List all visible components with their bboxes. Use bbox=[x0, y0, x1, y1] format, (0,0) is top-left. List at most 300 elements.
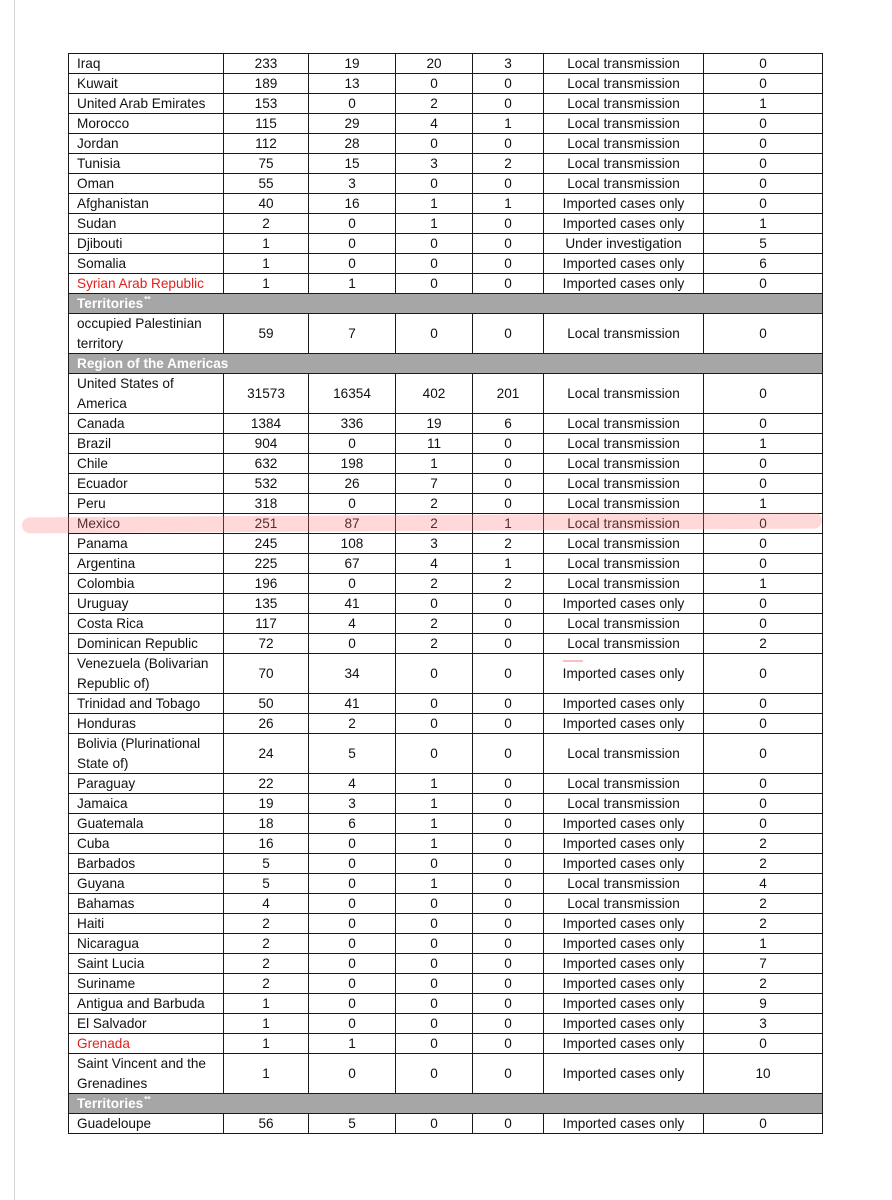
new-deaths-cell: 0 bbox=[473, 454, 544, 474]
deaths-cell: 0 bbox=[396, 714, 473, 734]
days-cell: 1 bbox=[704, 94, 823, 114]
classification-cell: Imported cases only bbox=[544, 974, 704, 994]
total-cell: 196 bbox=[224, 574, 309, 594]
country-cell: Antigua and Barbuda bbox=[69, 994, 224, 1014]
new-cases-cell: 1 bbox=[309, 1034, 396, 1054]
new-deaths-cell: 0 bbox=[473, 434, 544, 454]
new-deaths-cell: 0 bbox=[473, 214, 544, 234]
new-cases-cell: 67 bbox=[309, 554, 396, 574]
days-cell: 2 bbox=[704, 634, 823, 654]
days-cell: 1 bbox=[704, 574, 823, 594]
total-cell: 2 bbox=[224, 954, 309, 974]
new-cases-cell: 26 bbox=[309, 474, 396, 494]
deaths-cell: 1 bbox=[396, 214, 473, 234]
classification-cell: Imported cases only bbox=[544, 1054, 704, 1094]
table-row bbox=[69, 914, 823, 934]
country-cell: Somalia bbox=[69, 254, 224, 274]
country-cell: Brazil bbox=[69, 434, 224, 454]
country-cell: Afghanistan bbox=[69, 194, 224, 214]
deaths-cell: 2 bbox=[396, 494, 473, 514]
deaths-cell: 1 bbox=[396, 454, 473, 474]
total-cell: 1 bbox=[224, 254, 309, 274]
table-row bbox=[69, 974, 823, 994]
new-cases-cell: 4 bbox=[309, 614, 396, 634]
table-body bbox=[69, 54, 823, 1134]
total-cell: 135 bbox=[224, 594, 309, 614]
country-cell: United Arab Emirates bbox=[69, 94, 224, 114]
classification-cell: Imported cases only bbox=[544, 914, 704, 934]
total-cell: 75 bbox=[224, 154, 309, 174]
table-row bbox=[69, 634, 823, 654]
table-row bbox=[69, 694, 823, 714]
new-cases-cell: 0 bbox=[309, 834, 396, 854]
classification-cell: Imported cases only bbox=[544, 254, 704, 274]
new-deaths-cell: 0 bbox=[473, 174, 544, 194]
section-header bbox=[69, 294, 823, 314]
table-row bbox=[69, 214, 823, 234]
table-row bbox=[69, 374, 823, 414]
classification-cell: Imported cases only bbox=[544, 274, 704, 294]
days-cell: 0 bbox=[704, 114, 823, 134]
country-cell: Paraguay bbox=[69, 774, 224, 794]
table-row bbox=[69, 194, 823, 214]
section-header-row bbox=[69, 294, 823, 314]
classification-cell: Local transmission bbox=[544, 114, 704, 134]
classification-cell: Local transmission bbox=[544, 614, 704, 634]
total-cell: 31573 bbox=[224, 374, 309, 414]
country-cell: Guadeloupe bbox=[69, 1114, 224, 1134]
total-cell: 1 bbox=[224, 1054, 309, 1094]
country-cell: Suriname bbox=[69, 974, 224, 994]
days-cell: 0 bbox=[704, 154, 823, 174]
total-cell: 16 bbox=[224, 834, 309, 854]
deaths-cell: 0 bbox=[396, 1114, 473, 1134]
new-deaths-cell: 2 bbox=[473, 534, 544, 554]
new-deaths-cell: 0 bbox=[473, 74, 544, 94]
country-cell: Bahamas bbox=[69, 894, 224, 914]
classification-cell: Local transmission bbox=[544, 534, 704, 554]
deaths-cell: 2 bbox=[396, 614, 473, 634]
deaths-cell: 2 bbox=[396, 94, 473, 114]
deaths-cell: 0 bbox=[396, 734, 473, 774]
new-cases-cell: 19 bbox=[309, 54, 396, 74]
deaths-cell: 0 bbox=[396, 654, 473, 694]
new-deaths-cell: 0 bbox=[473, 974, 544, 994]
country-cell: Oman bbox=[69, 174, 224, 194]
deaths-cell: 4 bbox=[396, 114, 473, 134]
deaths-cell: 1 bbox=[396, 194, 473, 214]
days-cell: 0 bbox=[704, 134, 823, 154]
table-row bbox=[69, 834, 823, 854]
table-row bbox=[69, 734, 823, 774]
new-deaths-cell: 0 bbox=[473, 694, 544, 714]
country-cell: Panama bbox=[69, 534, 224, 554]
days-cell: 5 bbox=[704, 234, 823, 254]
table-row bbox=[69, 174, 823, 194]
new-deaths-cell: 0 bbox=[473, 774, 544, 794]
new-deaths-cell: 2 bbox=[473, 574, 544, 594]
new-cases-cell: 41 bbox=[309, 694, 396, 714]
classification-cell: Local transmission bbox=[544, 494, 704, 514]
classification-cell: Imported cases only bbox=[544, 214, 704, 234]
deaths-cell: 2 bbox=[396, 574, 473, 594]
total-cell: 2 bbox=[224, 934, 309, 954]
total-cell: 245 bbox=[224, 534, 309, 554]
deaths-cell: 0 bbox=[396, 274, 473, 294]
new-cases-cell: 13 bbox=[309, 74, 396, 94]
table-row bbox=[69, 534, 823, 554]
deaths-cell: 0 bbox=[396, 594, 473, 614]
document-page bbox=[68, 53, 822, 1134]
country-cell: Jamaica bbox=[69, 794, 224, 814]
total-cell: 904 bbox=[224, 434, 309, 454]
country-cell: Morocco bbox=[69, 114, 224, 134]
days-cell: 2 bbox=[704, 974, 823, 994]
new-deaths-cell: 0 bbox=[473, 474, 544, 494]
classification-cell: Imported cases only bbox=[544, 714, 704, 734]
new-cases-cell: 16 bbox=[309, 194, 396, 214]
deaths-cell: 1 bbox=[396, 774, 473, 794]
total-cell: 24 bbox=[224, 734, 309, 774]
days-cell: 4 bbox=[704, 874, 823, 894]
classification-cell: Local transmission bbox=[544, 554, 704, 574]
total-cell: 153 bbox=[224, 94, 309, 114]
table-row bbox=[69, 1054, 823, 1094]
deaths-cell: 0 bbox=[396, 694, 473, 714]
deaths-cell: 1 bbox=[396, 834, 473, 854]
country-cell: Venezuela (Bolivarian Republic of) bbox=[69, 654, 224, 694]
deaths-cell: 0 bbox=[396, 74, 473, 94]
days-cell: 0 bbox=[704, 374, 823, 414]
new-deaths-cell: 0 bbox=[473, 714, 544, 734]
new-cases-cell: 34 bbox=[309, 654, 396, 694]
classification-cell: Local transmission bbox=[544, 314, 704, 354]
classification-cell: Local transmission bbox=[544, 734, 704, 774]
new-deaths-cell: 0 bbox=[473, 134, 544, 154]
deaths-cell: 0 bbox=[396, 994, 473, 1014]
table-row bbox=[69, 954, 823, 974]
new-deaths-cell: 1 bbox=[473, 194, 544, 214]
new-cases-cell: 0 bbox=[309, 934, 396, 954]
table-row bbox=[69, 1114, 823, 1134]
new-cases-cell: 3 bbox=[309, 794, 396, 814]
total-cell: 532 bbox=[224, 474, 309, 494]
deaths-cell: 0 bbox=[396, 1014, 473, 1034]
deaths-cell: 4 bbox=[396, 554, 473, 574]
total-cell: 22 bbox=[224, 774, 309, 794]
table-row bbox=[69, 854, 823, 874]
new-cases-cell: 0 bbox=[309, 574, 396, 594]
country-cell: Saint Vincent and the Grenadines bbox=[69, 1054, 224, 1094]
total-cell: 189 bbox=[224, 74, 309, 94]
table-row bbox=[69, 414, 823, 434]
days-cell: 0 bbox=[704, 414, 823, 434]
deaths-cell: 3 bbox=[396, 534, 473, 554]
new-cases-cell: 0 bbox=[309, 1014, 396, 1034]
country-cell: Guatemala bbox=[69, 814, 224, 834]
total-cell: 5 bbox=[224, 874, 309, 894]
section-label: Region of the Americas bbox=[77, 356, 229, 371]
classification-cell: Imported cases only bbox=[544, 834, 704, 854]
new-cases-cell: 29 bbox=[309, 114, 396, 134]
section-label: Territories bbox=[77, 296, 144, 311]
new-deaths-cell: 0 bbox=[473, 1054, 544, 1094]
days-cell: 6 bbox=[704, 254, 823, 274]
country-cell: Haiti bbox=[69, 914, 224, 934]
new-deaths-cell: 0 bbox=[473, 1034, 544, 1054]
table-row bbox=[69, 234, 823, 254]
new-cases-cell: 0 bbox=[309, 894, 396, 914]
new-deaths-cell: 0 bbox=[473, 954, 544, 974]
table-row bbox=[69, 434, 823, 454]
days-cell: 7 bbox=[704, 954, 823, 974]
total-cell: 225 bbox=[224, 554, 309, 574]
country-cell: Guyana bbox=[69, 874, 224, 894]
new-deaths-cell: 0 bbox=[473, 254, 544, 274]
new-deaths-cell: 0 bbox=[473, 894, 544, 914]
new-deaths-cell: 0 bbox=[473, 734, 544, 774]
new-deaths-cell: 0 bbox=[473, 1114, 544, 1134]
new-cases-cell: 0 bbox=[309, 634, 396, 654]
new-cases-cell: 0 bbox=[309, 1054, 396, 1094]
country-cell: Trinidad and Tobago bbox=[69, 694, 224, 714]
new-deaths-cell: 0 bbox=[473, 494, 544, 514]
new-deaths-cell: 0 bbox=[473, 274, 544, 294]
country-cell: Canada bbox=[69, 414, 224, 434]
total-cell: 2 bbox=[224, 214, 309, 234]
classification-cell: Local transmission bbox=[544, 514, 704, 534]
table-row bbox=[69, 494, 823, 514]
deaths-cell: 0 bbox=[396, 134, 473, 154]
new-cases-cell: 198 bbox=[309, 454, 396, 474]
deaths-cell: 0 bbox=[396, 854, 473, 874]
days-cell: 2 bbox=[704, 854, 823, 874]
country-cell: Iraq bbox=[69, 54, 224, 74]
days-cell: 0 bbox=[704, 1034, 823, 1054]
country-cell: Saint Lucia bbox=[69, 954, 224, 974]
total-cell: 233 bbox=[224, 54, 309, 74]
deaths-cell: 0 bbox=[396, 954, 473, 974]
new-deaths-cell: 201 bbox=[473, 374, 544, 414]
new-cases-cell: 0 bbox=[309, 994, 396, 1014]
classification-cell: Local transmission bbox=[544, 94, 704, 114]
total-cell: 19 bbox=[224, 794, 309, 814]
new-cases-cell: 28 bbox=[309, 134, 396, 154]
table-row bbox=[69, 314, 823, 354]
country-cell: Tunisia bbox=[69, 154, 224, 174]
classification-cell: Local transmission bbox=[544, 474, 704, 494]
days-cell: 0 bbox=[704, 474, 823, 494]
days-cell: 0 bbox=[704, 734, 823, 774]
deaths-cell: 2 bbox=[396, 634, 473, 654]
total-cell: 40 bbox=[224, 194, 309, 214]
new-deaths-cell: 0 bbox=[473, 994, 544, 1014]
new-deaths-cell: 1 bbox=[473, 114, 544, 134]
new-cases-cell: 0 bbox=[309, 234, 396, 254]
new-cases-cell: 0 bbox=[309, 954, 396, 974]
total-cell: 5 bbox=[224, 854, 309, 874]
country-cell: Syrian Arab Republic bbox=[69, 274, 224, 294]
classification-cell: Imported cases only bbox=[544, 194, 704, 214]
classification-cell: Local transmission bbox=[544, 414, 704, 434]
country-cell: Barbados bbox=[69, 854, 224, 874]
table-row bbox=[69, 154, 823, 174]
total-cell: 4 bbox=[224, 894, 309, 914]
new-cases-cell: 7 bbox=[309, 314, 396, 354]
classification-cell: Imported cases only bbox=[544, 954, 704, 974]
new-cases-cell: 6 bbox=[309, 814, 396, 834]
new-cases-cell: 5 bbox=[309, 734, 396, 774]
total-cell: 1384 bbox=[224, 414, 309, 434]
country-cell: Kuwait bbox=[69, 74, 224, 94]
total-cell: 1 bbox=[224, 994, 309, 1014]
country-cell: El Salvador bbox=[69, 1014, 224, 1034]
new-cases-cell: 0 bbox=[309, 214, 396, 234]
classification-cell: Local transmission bbox=[544, 774, 704, 794]
country-cell: Grenada bbox=[69, 1034, 224, 1054]
situation-table bbox=[68, 53, 823, 1134]
new-cases-cell: 16354 bbox=[309, 374, 396, 414]
new-deaths-cell: 0 bbox=[473, 834, 544, 854]
days-cell: 0 bbox=[704, 54, 823, 74]
new-deaths-cell: 0 bbox=[473, 814, 544, 834]
footnote-marker: ** bbox=[144, 295, 151, 305]
country-cell: occupied Palestinian territory bbox=[69, 314, 224, 354]
new-cases-cell: 0 bbox=[309, 254, 396, 274]
new-cases-cell: 0 bbox=[309, 434, 396, 454]
classification-cell: Imported cases only bbox=[544, 1114, 704, 1134]
total-cell: 18 bbox=[224, 814, 309, 834]
deaths-cell: 0 bbox=[396, 914, 473, 934]
total-cell: 117 bbox=[224, 614, 309, 634]
new-cases-cell: 0 bbox=[309, 874, 396, 894]
table-row bbox=[69, 1014, 823, 1034]
days-cell: 1 bbox=[704, 934, 823, 954]
total-cell: 632 bbox=[224, 454, 309, 474]
table-row bbox=[69, 774, 823, 794]
table-row bbox=[69, 794, 823, 814]
days-cell: 10 bbox=[704, 1054, 823, 1094]
total-cell: 318 bbox=[224, 494, 309, 514]
section-header bbox=[69, 354, 823, 374]
classification-cell: Local transmission bbox=[544, 794, 704, 814]
total-cell: 55 bbox=[224, 174, 309, 194]
new-deaths-cell: 0 bbox=[473, 234, 544, 254]
days-cell: 0 bbox=[704, 194, 823, 214]
new-cases-cell: 0 bbox=[309, 974, 396, 994]
total-cell: 72 bbox=[224, 634, 309, 654]
deaths-cell: 402 bbox=[396, 374, 473, 414]
new-cases-cell: 5 bbox=[309, 1114, 396, 1134]
new-cases-cell: 1 bbox=[309, 274, 396, 294]
deaths-cell: 0 bbox=[396, 974, 473, 994]
days-cell: 0 bbox=[704, 314, 823, 354]
table-row bbox=[69, 594, 823, 614]
deaths-cell: 7 bbox=[396, 474, 473, 494]
days-cell: 0 bbox=[704, 694, 823, 714]
table-row bbox=[69, 874, 823, 894]
classification-cell: Imported cases only bbox=[544, 994, 704, 1014]
new-deaths-cell: 3 bbox=[473, 54, 544, 74]
table-row bbox=[69, 274, 823, 294]
total-cell: 112 bbox=[224, 134, 309, 154]
table-row bbox=[69, 894, 823, 914]
classification-cell: Imported cases only bbox=[544, 654, 704, 694]
total-cell: 2 bbox=[224, 914, 309, 934]
deaths-cell: 20 bbox=[396, 54, 473, 74]
country-cell: Cuba bbox=[69, 834, 224, 854]
days-cell: 0 bbox=[704, 654, 823, 694]
table-row bbox=[69, 1034, 823, 1054]
section-header-row bbox=[69, 354, 823, 374]
table-row bbox=[69, 554, 823, 574]
country-cell: Djibouti bbox=[69, 234, 224, 254]
table-row bbox=[69, 474, 823, 494]
classification-cell: Imported cases only bbox=[544, 814, 704, 834]
country-cell: Ecuador bbox=[69, 474, 224, 494]
classification-cell: Local transmission bbox=[544, 894, 704, 914]
new-cases-cell: 108 bbox=[309, 534, 396, 554]
new-cases-cell: 0 bbox=[309, 94, 396, 114]
new-deaths-cell: 1 bbox=[473, 554, 544, 574]
deaths-cell: 0 bbox=[396, 1054, 473, 1094]
classification-cell: Local transmission bbox=[544, 134, 704, 154]
new-deaths-cell: 2 bbox=[473, 154, 544, 174]
classification-cell: Imported cases only bbox=[544, 854, 704, 874]
deaths-cell: 0 bbox=[396, 234, 473, 254]
days-cell: 1 bbox=[704, 494, 823, 514]
days-cell: 0 bbox=[704, 594, 823, 614]
country-cell: Colombia bbox=[69, 574, 224, 594]
new-cases-cell: 0 bbox=[309, 494, 396, 514]
deaths-cell: 0 bbox=[396, 254, 473, 274]
new-deaths-cell: 6 bbox=[473, 414, 544, 434]
total-cell: 115 bbox=[224, 114, 309, 134]
country-cell: Jordan bbox=[69, 134, 224, 154]
new-cases-cell: 41 bbox=[309, 594, 396, 614]
table-row bbox=[69, 934, 823, 954]
new-cases-cell: 2 bbox=[309, 714, 396, 734]
new-deaths-cell: 0 bbox=[473, 314, 544, 354]
table-row bbox=[69, 54, 823, 74]
classification-cell: Local transmission bbox=[544, 174, 704, 194]
deaths-cell: 3 bbox=[396, 154, 473, 174]
classification-cell: Imported cases only bbox=[544, 694, 704, 714]
table-row bbox=[69, 994, 823, 1014]
country-cell: Argentina bbox=[69, 554, 224, 574]
classification-cell: Local transmission bbox=[544, 154, 704, 174]
new-deaths-cell: 0 bbox=[473, 874, 544, 894]
deaths-cell: 0 bbox=[396, 894, 473, 914]
deaths-cell: 11 bbox=[396, 434, 473, 454]
classification-cell: Local transmission bbox=[544, 54, 704, 74]
days-cell: 2 bbox=[704, 894, 823, 914]
table-row bbox=[69, 114, 823, 134]
classification-cell: Local transmission bbox=[544, 574, 704, 594]
days-cell: 0 bbox=[704, 454, 823, 474]
total-cell: 59 bbox=[224, 314, 309, 354]
new-deaths-cell: 0 bbox=[473, 914, 544, 934]
days-cell: 3 bbox=[704, 1014, 823, 1034]
deaths-cell: 0 bbox=[396, 934, 473, 954]
days-cell: 0 bbox=[704, 514, 823, 534]
days-cell: 0 bbox=[704, 174, 823, 194]
country-cell: Sudan bbox=[69, 214, 224, 234]
country-cell: Mexico bbox=[69, 514, 224, 534]
country-cell: Dominican Republic bbox=[69, 634, 224, 654]
table-row bbox=[69, 654, 823, 694]
total-cell: 1 bbox=[224, 1034, 309, 1054]
